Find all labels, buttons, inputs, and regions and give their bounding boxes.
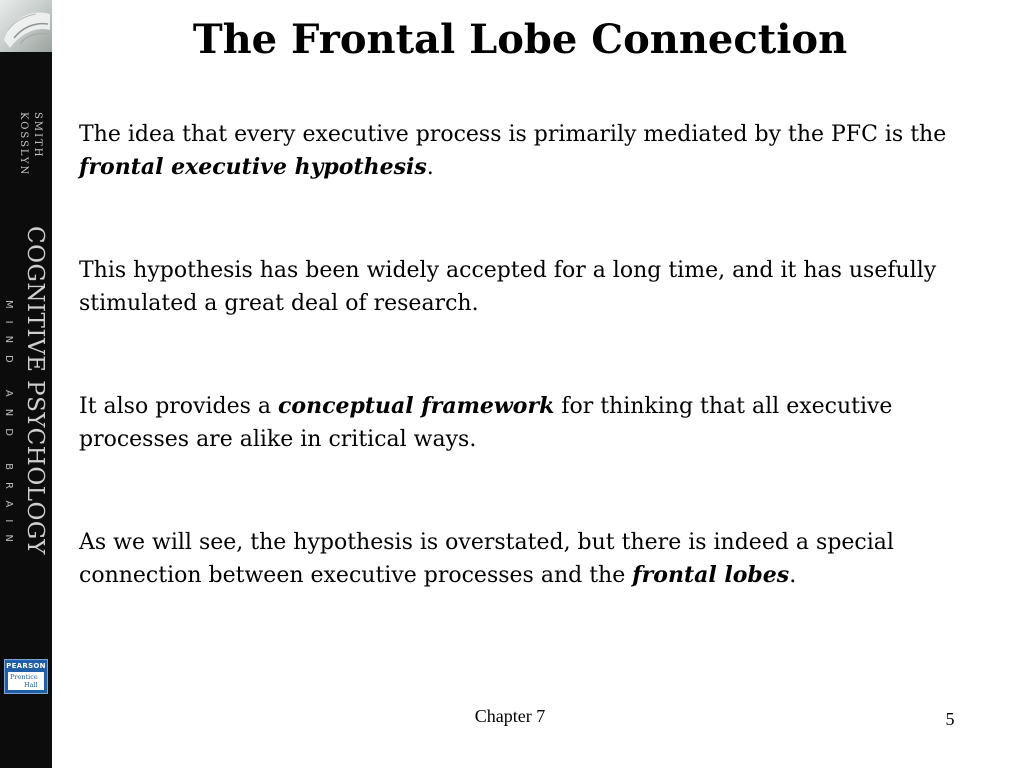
paragraph-3 bbox=[79, 390, 989, 456]
spine-authors bbox=[7, 112, 47, 222]
paragraph-2-text: This hypothesis has been widely accepted for a long time, and it has usefully stimulated a great deal of research. bbox=[79, 258, 937, 316]
publisher-imprint-line1: Prentice bbox=[10, 673, 38, 681]
paragraph-3-emphasis: conceptual framework bbox=[278, 393, 555, 419]
spine-book-title: COGNITIVE PSYCHOLOGY bbox=[22, 226, 48, 555]
paragraph-4 bbox=[79, 526, 989, 592]
paragraph-4-emphasis: frontal lobes bbox=[632, 562, 790, 588]
paragraph-4-text: As we will see, the hypothesis is overstated, but there is indeed a special connection between executive processes and the bbox=[79, 530, 894, 588]
spine-author-1: SMITH bbox=[32, 112, 43, 159]
slide-title: The Frontal Lobe Connection bbox=[192, 16, 848, 63]
paragraph-2 bbox=[79, 254, 989, 320]
spine-book-subtitle: MIND AND BRAIN bbox=[3, 300, 14, 554]
slide-page-number: 5 bbox=[945, 709, 955, 729]
paragraph-1-text: The idea that every executive process is primarily mediated by the PFC is the bbox=[79, 122, 947, 147]
brain-icon bbox=[0, 0, 52, 52]
publisher-logo bbox=[4, 659, 48, 694]
publisher-imprint bbox=[8, 672, 44, 690]
paragraph-1 bbox=[79, 118, 989, 184]
brain-cover-image bbox=[0, 0, 52, 52]
publisher-imprint-line2: Hall bbox=[24, 681, 38, 689]
spine-author-2: KOSSLYN bbox=[18, 112, 29, 177]
paragraph-1-end: . bbox=[426, 155, 434, 180]
publisher-name: PEARSON bbox=[6, 662, 46, 670]
paragraph-1-emphasis: frontal executive hypothesis bbox=[79, 154, 427, 180]
book-spine bbox=[0, 0, 52, 768]
paragraph-3-end: for thinking that all executive processes are alike in critical ways. bbox=[79, 394, 893, 452]
paragraph-3-text: It also provides a bbox=[79, 394, 279, 419]
footer-chapter: Chapter 7 bbox=[474, 706, 546, 726]
slide-body bbox=[79, 118, 989, 662]
paragraph-4-end: . bbox=[789, 563, 797, 588]
